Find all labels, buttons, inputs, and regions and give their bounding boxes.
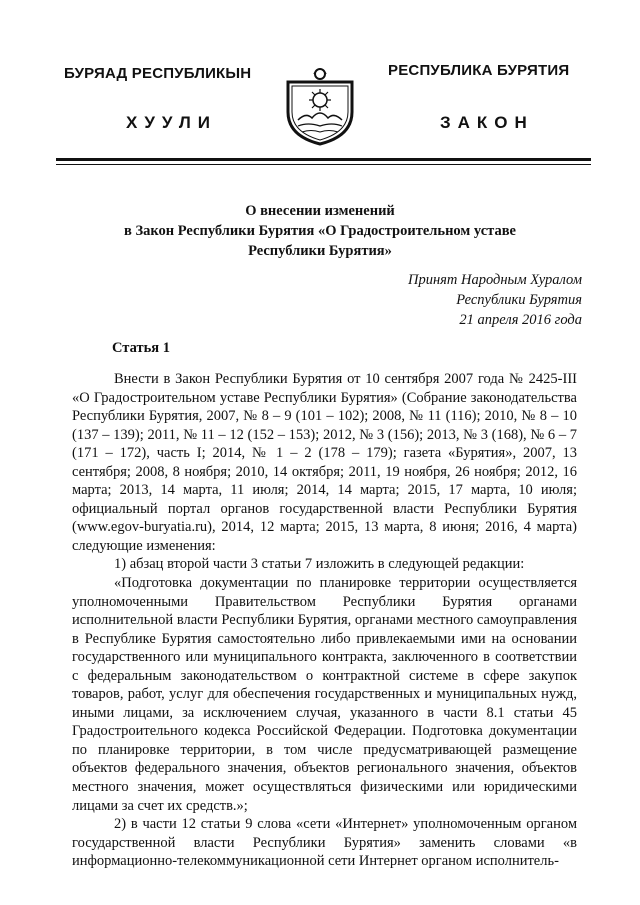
- header-left-name: БУРЯАД РЕСПУБЛИКЫН: [64, 65, 252, 82]
- adoption-line: 21 апреля 2016 года: [459, 312, 582, 328]
- adoption-line: Принят Народным Хуралом: [407, 272, 582, 288]
- header-left-law: ХУУЛИ: [126, 113, 217, 132]
- body-paragraph: 1) абзац второй части 3 статьи 7 изложить в следующей редакции:: [114, 556, 525, 573]
- header-rule-thin: [56, 164, 591, 165]
- header-right-law: ЗАКОН: [440, 113, 534, 132]
- title-line: О внесении изменений: [245, 203, 395, 219]
- document-title: [100, 201, 540, 261]
- title-line: в Закон Республики Бурятия «О Градостроительном уставе: [124, 223, 516, 239]
- body-paragraph: «Подготовка документации по планировке территории осуществляется уполномоченными Правительством Республики Бурятия органами исполнительной власти Республики Бурятия, органами местного самоуправления в Республике Бурятия самостоятельно либо привлекаемыми ими на основании государственного или муниципального контракта, заключенного в соответствии с федеральным законодательством о контрактной системе в сфере закупок товаров, работ, услуг для обеспечения государственных и муниципальных нужд, иными лицами, за исключением случая, указанного в части 8.1 статьи 45 Градостроительного кодекса Российской Федерации. Подготовка документации по планировке территории, в том числе предусматривающей размещение объектов федерального значения, объектов регионального значения, объектов местного значения, может осуществляться физическими или юридическими лицами за счет их средств.»;: [72, 575, 577, 814]
- header-right-name: РЕСПУБЛИКА БУРЯТИЯ: [388, 62, 570, 79]
- body-paragraph: 2) в части 12 статьи 9 слова «сети «Интернет» уполномоченным органом государственной власти Республики Бурятия» заменить словами «в информационно-телекоммуникационной сети Интернет органом исполнитель-: [72, 816, 577, 870]
- adoption-note: [408, 270, 582, 330]
- title-line: Республики Бурятия»: [248, 243, 392, 259]
- adoption-line: Республики Бурятия: [456, 292, 582, 308]
- document-body: [72, 370, 577, 871]
- article-heading: Статья 1: [112, 340, 170, 356]
- coat-of-arms-emblem-icon: [278, 62, 362, 146]
- header-rule-thick: [56, 158, 591, 161]
- body-paragraph: Внести в Закон Республики Бурятия от 10 сентября 2007 года № 2425-III «О Градостроительном уставе Республики Бурятия» (Собрание законодательства Республики Бурятия, 2007, № 8 – 9 (101 – 102); 2008, № 11 (116); 2010, № 8 – 10 (137 – 139); 2011, № 11 – 12 (152 – 153); 2012, № 3 (156); 2013, № 3 (168), № 6 – 7 (171 – 172), часть I; 2014, № 1 – 2 (178 – 179); газета «Бурятия», 2007, 13 сентября; 2008, 8 ноября; 2010, 14 октября; 2011, 19 ноября, 26 ноября; 2012, 16 марта; 2013, 14 марта, 11 июля; 2014, 14 марта; 2015, 17 марта, 10 июля; официальный портал органов государственной власти Республики Бурятия (www.egov-buryatia.ru), 2014, 12 марта; 2015, 13 марта, 8 июня; 2016, 4 марта) следующие изменения:: [72, 371, 577, 554]
